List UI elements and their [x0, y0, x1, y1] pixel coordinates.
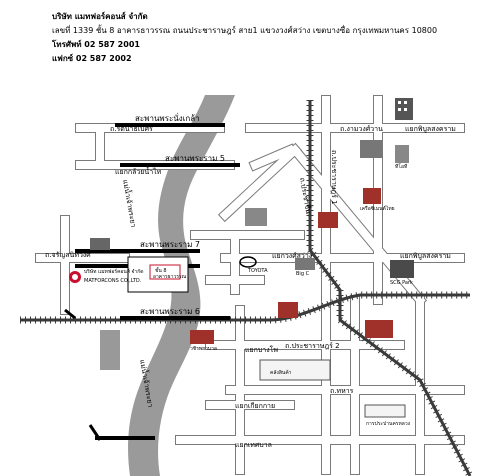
bridge-label-rama7: สะพานพระราม 7: [140, 240, 200, 249]
office-floor-label: ชั้น 8: [155, 268, 167, 274]
company-phone: โทรศัพท์ 02 587 2001: [52, 40, 140, 49]
road-label-prachachuen: ถ.ประชาชื่น: [298, 176, 313, 215]
bridge-label-rama6: สะพานพระราม 6: [140, 307, 200, 316]
school-icon: [190, 330, 214, 344]
bigc-label: Big C: [296, 271, 310, 277]
road-label-wongsawang: แยกวงศ์สว่าง: [272, 252, 313, 260]
road-label-phibun-top: แยกพิบูลสงคราม: [405, 125, 456, 133]
bridge-label-nonthaburi: สะพานพระนั่งเกล้า: [135, 114, 200, 123]
bridge-rama5: [120, 163, 240, 167]
river-label-north: แม่น้ำเจ้าพระยา: [121, 178, 138, 229]
scg-park-icon: [390, 260, 414, 278]
warehouse-label: คลังสินค้า: [270, 370, 292, 376]
rail-building-icon: [365, 320, 393, 338]
road-label-pracharat1: ถ.ประชาราษฎร์ 1: [330, 150, 338, 205]
scg-label: SCG Park: [390, 280, 413, 286]
company-name-th: บริษัท แมทฟอร์คอนส์ จำกัด: [84, 269, 144, 275]
road-label-thesaban: แยกเทศบาล: [235, 441, 272, 449]
siam-cement-icon: [363, 188, 381, 204]
road-label-kiakkai: แยกเกียกกาย: [235, 402, 276, 410]
temple-icon: [278, 302, 298, 318]
road-label-kankwon: แยกกล้วยน้ำไท: [115, 168, 162, 176]
bridge-label-rama5: สะพานพระราม 5: [165, 154, 225, 163]
road-label-rattanathibet: ถ.รัตนาธิเบศร์: [110, 125, 153, 133]
hospital-icon: [360, 140, 382, 158]
company-logo: [69, 271, 81, 283]
road-label-bangpho: แยกบางโพ: [245, 346, 279, 354]
school-label: วชิรพยาบาล: [190, 346, 217, 352]
office-building-label: อาคารธาวรรณ: [153, 274, 187, 280]
tot-label: ทีโอที: [395, 164, 408, 170]
water-authority-icon: [365, 405, 405, 417]
water-authority-label: การประปานครหลวง: [366, 421, 411, 427]
red-building-icon: [318, 212, 338, 228]
residence-icon: [100, 330, 120, 370]
road-label-pracharat2: ถ.ประชาราษฎร์ 2: [285, 342, 340, 350]
toyota-label: TOYOTA: [248, 268, 268, 274]
siam-cement-label: เครือซิเมนต์ไทย: [360, 206, 395, 212]
road-label-thahan: ถ.ทหาร: [330, 387, 354, 395]
company-name-en: MATFORCONS CO.,LTD.: [84, 278, 142, 284]
company-address: เลขที่ 1339 ชั้น 8 อาคารธาวรรณ ถนนประชาราษฎร์ สาย1 แขวงวงศ์สว่าง เขตบางซื่อ กรุงเทพมหานคร 10800: [52, 26, 438, 35]
company-title: บริษัท แมทฟอร์คอนส์ จำกัด: [52, 12, 148, 21]
road-label-phibun-mid: แยกพิบูลสงคราม: [400, 252, 451, 260]
road-label-ngamwongwan: ถ.งามวงศ์วาน: [340, 125, 383, 133]
bridge-rama6: [120, 316, 230, 320]
river-label-south: แม่น้ำเจ้าพระยา: [138, 358, 155, 409]
hotel-icon: [395, 145, 409, 163]
company-fax: แฟกซ์ 02 587 2002: [52, 54, 132, 63]
office-tower-icon: [245, 208, 267, 226]
road-label-charansanitwong: ถ.จรัญสนิทวงศ์: [45, 251, 91, 259]
factory-icon: [90, 238, 110, 250]
